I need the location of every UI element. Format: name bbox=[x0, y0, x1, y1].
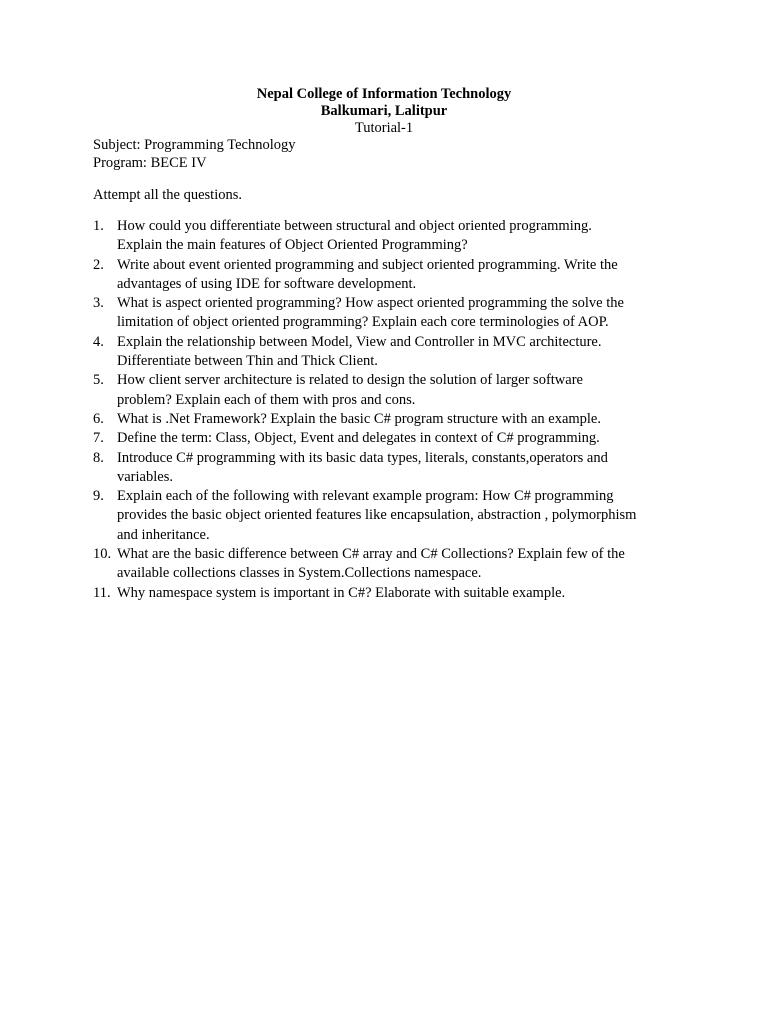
question-text-line: How client server architecture is related to design the solution of larger software bbox=[117, 372, 583, 389]
question-number: 8. bbox=[93, 449, 104, 466]
tutorial-title: Tutorial-1 bbox=[354, 120, 414, 136]
institution-location: Balkumari, Lalitpur bbox=[320, 103, 448, 119]
question-text-line: What are the basic difference between C# array and C# Collections? Explain few of the bbox=[117, 546, 625, 563]
question-number: 3. bbox=[93, 295, 104, 312]
question-text-line: How could you differentiate between structural and object oriented programming. bbox=[117, 218, 592, 234]
question-item bbox=[93, 294, 683, 333]
question-item bbox=[93, 256, 683, 295]
subject-line: Subject: Programming Technology bbox=[93, 137, 296, 153]
question-number: 6. bbox=[93, 410, 104, 427]
question-number: 9. bbox=[93, 488, 104, 505]
question-number: 11. bbox=[93, 584, 111, 601]
question-text-line: available collections classes in System.Collections namespace. bbox=[117, 565, 482, 582]
question-text-line: Write about event oriented programming and subject oriented programming. Write the bbox=[117, 256, 618, 273]
question-item bbox=[93, 545, 683, 584]
question-text-line: Explain the main features of Object Oriented Programming? bbox=[117, 237, 468, 254]
question-number: 5. bbox=[93, 372, 104, 389]
question-text-line: provides the basic object oriented features like encapsulation, abstraction , polymorphism bbox=[117, 507, 637, 524]
question-text-line: and inheritance. bbox=[117, 526, 210, 543]
question-text-line: Why namespace system is important in C#? Elaborate with suitable example. bbox=[117, 584, 566, 601]
question-number: 1. bbox=[93, 218, 104, 234]
question-number: 2. bbox=[93, 256, 104, 273]
question-text-line: problem? Explain each of them with pros and cons. bbox=[117, 391, 416, 408]
question-item bbox=[93, 584, 683, 603]
question-number: 7. bbox=[93, 430, 104, 447]
question-text-line: What is aspect oriented programming? How aspect oriented programming the solve the bbox=[117, 295, 624, 312]
program-line: Program: BECE IV bbox=[93, 155, 207, 171]
question-number: 4. bbox=[93, 333, 104, 350]
question-number: 10. bbox=[93, 546, 112, 563]
question-text-line: advantages of using IDE for software development. bbox=[117, 275, 417, 292]
question-item bbox=[93, 333, 683, 372]
question-item bbox=[93, 429, 683, 448]
question-item bbox=[93, 449, 683, 488]
question-text-line: Differentiate between Thin and Thick Client. bbox=[117, 353, 378, 370]
question-item bbox=[93, 487, 683, 545]
question-text-line: Define the term: Class, Object, Event and delegates in context of C# programming. bbox=[117, 430, 600, 447]
question-text-line: Explain each of the following with relevant example program: How C# programming bbox=[117, 488, 614, 505]
question-item bbox=[93, 371, 683, 410]
question-text-line: limitation of object oriented programming? Explain each core terminologies of AOP. bbox=[117, 314, 609, 331]
question-item bbox=[93, 217, 683, 256]
question-item bbox=[93, 410, 683, 429]
institution-name: Nepal College of Information Technology bbox=[256, 86, 512, 102]
document-header bbox=[0, 86, 768, 137]
question-text-line: variables. bbox=[117, 468, 173, 485]
question-list bbox=[93, 217, 683, 603]
question-text-line: Explain the relationship between Model, View and Controller in MVC architecture. bbox=[117, 333, 602, 350]
document-meta bbox=[93, 136, 296, 172]
instruction-text: Attempt all the questions. bbox=[93, 187, 243, 203]
question-text-line: Introduce C# programming with its basic data types, literals, constants,operators and bbox=[117, 449, 608, 466]
question-text-line: What is .Net Framework? Explain the basic C# program structure with an example. bbox=[117, 410, 601, 427]
